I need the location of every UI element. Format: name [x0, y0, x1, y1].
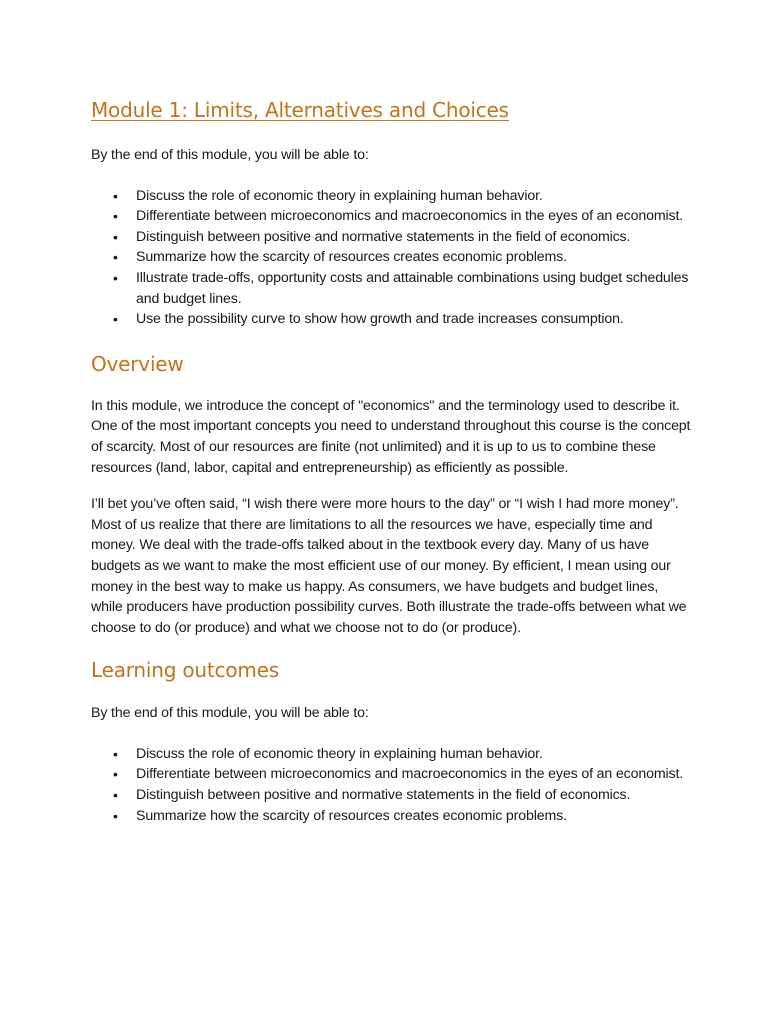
- bullet-icon: •: [113, 208, 118, 225]
- learning-outcomes-list: [91, 744, 691, 826]
- overview-paragraph: I’ll bet you’ve often said, “I wish there were more hours to the day” or “I wish I had more money”. Most of us realize that there are limitations to all the resources we have, especially time and money. We deal with the trade-offs talked about in the textbook every day. Many of us have budgets as we want to make the most efficient use of our money. By efficient, I mean using our money in the best way to make us happy. As consumers, we have budgets and budget lines, while producers have production possibility curves. Both illustrate the trade-offs between what we choose to do (or produce) and what we choose not to do (or produce).: [91, 496, 687, 636]
- document-content: [91, 95, 691, 826]
- bullet-icon: •: [113, 807, 118, 824]
- learning-outcomes-intro: By the end of this module, you will be able to:: [91, 705, 369, 722]
- overview-heading: Overview: [91, 351, 184, 376]
- page-title: Module 1: Limits, Alternatives and Choices: [91, 98, 509, 122]
- bullet-icon: •: [113, 787, 118, 804]
- objectives-list: [91, 186, 691, 330]
- bullet-icon: •: [113, 766, 118, 783]
- list-item: • Summarize how the scarcity of resources creates economic problems.: [91, 806, 691, 827]
- bullet-icon: •: [113, 249, 118, 266]
- bullet-icon: •: [113, 187, 118, 204]
- bullet-icon: •: [113, 745, 118, 762]
- list-item: • Distinguish between positive and normative statements in the field of economics.: [91, 227, 691, 248]
- bullet-icon: •: [113, 311, 118, 328]
- objectives-intro: By the end of this module, you will be able to:: [91, 147, 369, 163]
- list-item: • Discuss the role of economic theory in explaining human behavior.: [91, 744, 691, 765]
- bullet-icon: •: [113, 228, 118, 245]
- bullet-icon: •: [113, 269, 118, 286]
- list-item: • Differentiate between microeconomics and macroeconomics in the eyes of an economist.: [91, 206, 691, 227]
- list-item: • Use the possibility curve to show how growth and trade increases consumption.: [91, 309, 691, 330]
- list-item: • Distinguish between positive and normative statements in the field of economics.: [91, 785, 691, 806]
- learning-outcomes-heading: Learning outcomes: [91, 658, 279, 683]
- list-item: • Differentiate between microeconomics and macroeconomics in the eyes of an economist.: [91, 764, 691, 785]
- list-item: • Summarize how the scarcity of resources creates economic problems.: [91, 247, 691, 268]
- list-item: • Illustrate trade-offs, opportunity costs and attainable combinations using budget schedules and budget lines.: [113, 269, 689, 307]
- list-item: • Discuss the role of economic theory in explaining human behavior.: [91, 186, 691, 207]
- overview-paragraph: In this module, we introduce the concept of "economics" and the terminology used to describe it. One of the most important concepts you need to understand throughout this course is the concept of scarcity. Most of our resources are finite (not unlimited) and it is up to us to combine these resources (land, labor, capital and entrepreneurship) as efficiently as possible.: [91, 397, 691, 476]
